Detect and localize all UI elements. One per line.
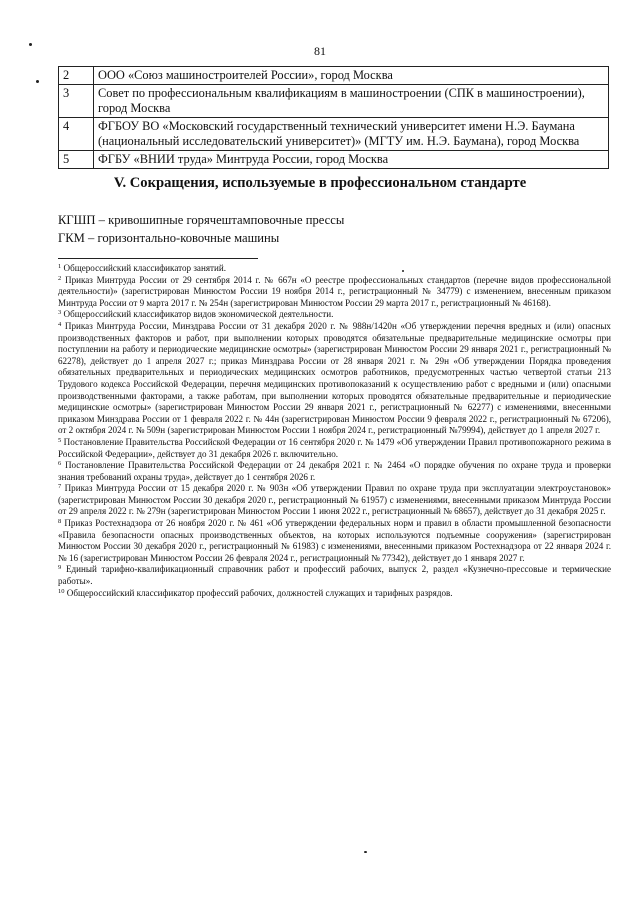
table-row xyxy=(59,85,609,118)
footnote-text: Общероссийский классификатор видов экономической деятельности. xyxy=(63,309,334,320)
footnote-marker: 2 xyxy=(58,274,62,282)
row-number: 3 xyxy=(59,85,94,118)
scan-speck xyxy=(364,851,367,853)
footnote-marker: 6 xyxy=(58,460,62,468)
page-number: 81 xyxy=(314,44,326,58)
organization-name: ФГБУ «ВНИИ труда» Минтруда России, город Москва xyxy=(94,151,609,169)
footnote-text: Приказ Ростехнадзора от 26 ноября 2020 г. № 461 «Об утверждении федеральных норм и правил в области промышленной безопасности «Правила безопасности опасных производственных объектов, на которых используются подъемные сооружения» (зарегистрирован Минюстом России 30 декабря 2020 г., регистрационный № 61983) с изменениями, внесенными приказом Ростехнадзора от 22 января 2024 г. № 16 (зарегистрирован Минюстом России 26 февраля 2024 г., регистрационный № 77342), действует до 1 января 2027 г. xyxy=(58,518,611,563)
abbreviation-item: ГКМ – горизонтально-ковочные машины xyxy=(58,231,280,245)
organization-name: ООО «Союз машиностроителей России», город Москва xyxy=(94,67,609,85)
row-number: 4 xyxy=(59,118,94,151)
footnote-text: Приказ Минтруда России от 29 сентября 2014 г. № 667н «О реестре профессиональных стандартов (перечне видов профессиональной деятельности)» (зарегистрирован Минюстом России 19 ноября 2014 г., регистрационный № 34779) с изменением, внесенным приказом Минтруда России от 9 марта 2017 г. № 254н (зарегистрирован Минюстом России 29 марта 2017 г., регистрационный № 46168). xyxy=(58,274,612,308)
footnote xyxy=(58,437,611,460)
footnote xyxy=(58,518,611,564)
footnote-text: Единый тарифно-квалификационный справочник работ и профессий рабочих, выпуск 2, раздел «Кузнечно-прессовые и термические работы». xyxy=(58,564,611,587)
footnote xyxy=(58,321,611,437)
footnote-text: Приказ Минтруда России, Минздрава России от 31 декабря 2020 г. № 988н/1420н «Об утверждении перечня вредных и (или) опасных производственных факторов и работ, при выполнении которых проводятся обязательные предварительные медицинские осмотры при поступлении на работу и периодические медицинские осмотры» (зарегистрирован Минюстом России 29 января 2021 г., регистрационный № 62278), действует до 1 апреля 2027 г.; приказ Минздрава России от 28 января 2021 г. № 29н «Об утверждении Порядка проведения обязательных предварительных и периодических медицинских осмотров работников, предусмотренных частью четвертой статьи 213 Трудового кодекса Российской Федерации, перечня медицинских противопоказаний к осуществлению работ с вредными и (или) опасными производственными факторами, а также работам, при выполнении которых проводятся обязательные предварительные и периодические медицинские осмотры» (зарегистрирован Минюстом России 29 января 2021 г., регистрационный № 62277) с изменениями, внесенными приказом Минздрава России от 1 февраля 2022 г. № 44н (зарегистрирован Минюстом России 9 февраля 2022 г., регистрационный № 67206), от 2 октября 2024 г. № 509н (зарегистрирован Минюстом России 1 ноября 2024 г., регистрационный №79994), действует до 1 апреля 2027 г. xyxy=(58,320,611,436)
footnote xyxy=(58,564,611,587)
abbreviations-list xyxy=(58,211,618,247)
table-row xyxy=(59,118,609,151)
footnote-separator xyxy=(58,258,258,259)
footnote-text: Общероссийский классификатор профессий рабочих, должностей служащих и тарифных разрядов. xyxy=(66,587,453,598)
footnote xyxy=(58,275,611,310)
row-number: 5 xyxy=(59,151,94,169)
footnote-text: Приказ Минтруда России от 15 декабря 2020 г. № 903н «Об утверждении Правил по охране труда при эксплуатации электроустановок» (зарегистрирован Минюстом России 30 декабря 2020 г., регистрационный № 61957) с изменениями, внесенными приказом Минтруда России от 29 апреля 2022 г. № 279н (зарегистрирован Минюстом России 1 июня 2022 г., регистрационный № 68657), действует до 31 декабря 2025 г. xyxy=(58,483,611,517)
footnote-marker: 1 xyxy=(58,263,62,270)
footnote-marker: 7 xyxy=(58,483,62,491)
scan-speck xyxy=(29,43,32,46)
organization-name: ФГБОУ ВО «Московский государственный технический университет имени Н.Э. Баумана (национальный исследовательский университет)» (МГТУ им. Н.Э. Баумана), город Москва xyxy=(94,118,609,151)
row-number: 2 xyxy=(59,67,94,85)
organization-name: Совет по профессиональным квалификациям в машиностроении (СПК в машиностроении), город Москва xyxy=(94,85,609,118)
footnote xyxy=(58,588,611,600)
section-title: V. Сокращения, используемые в профессиональном стандарте xyxy=(113,175,527,191)
footnote-marker: 10 xyxy=(58,587,65,595)
organizations-table xyxy=(58,66,609,169)
footnote xyxy=(58,263,611,275)
footnote-marker: 8 xyxy=(58,518,62,526)
footnote xyxy=(58,309,611,321)
table-row xyxy=(59,151,609,169)
footnote-text: Постановление Правительства Российской Федерации от 24 декабря 2021 г. № 2464 «О порядке обучения по охране труда и проверки знания требований охраны труда», действует до 1 сентября 2026 г. xyxy=(58,460,611,482)
footnote-marker: 4 xyxy=(58,320,62,328)
footnote xyxy=(58,483,611,518)
footnotes xyxy=(58,263,611,599)
footnote xyxy=(58,460,611,483)
table-row xyxy=(59,67,609,85)
footnote-text: Постановление Правительства Российской Федерации от 16 сентября 2020 г. № 1479 «Об утверждении Правил противопожарного режима в Российской Федерации», действует до 31 декабря 2026 г. включительно. xyxy=(58,436,611,459)
abbreviation-item: КГШП – кривошипные горячештамповочные прессы xyxy=(58,213,345,227)
footnote-marker: 5 xyxy=(58,436,62,444)
footnote-marker: 9 xyxy=(58,564,62,572)
scan-speck xyxy=(36,80,39,83)
footnote-text: Общероссийский классификатор занятий. xyxy=(63,263,227,273)
footnote-marker: 3 xyxy=(58,309,62,317)
